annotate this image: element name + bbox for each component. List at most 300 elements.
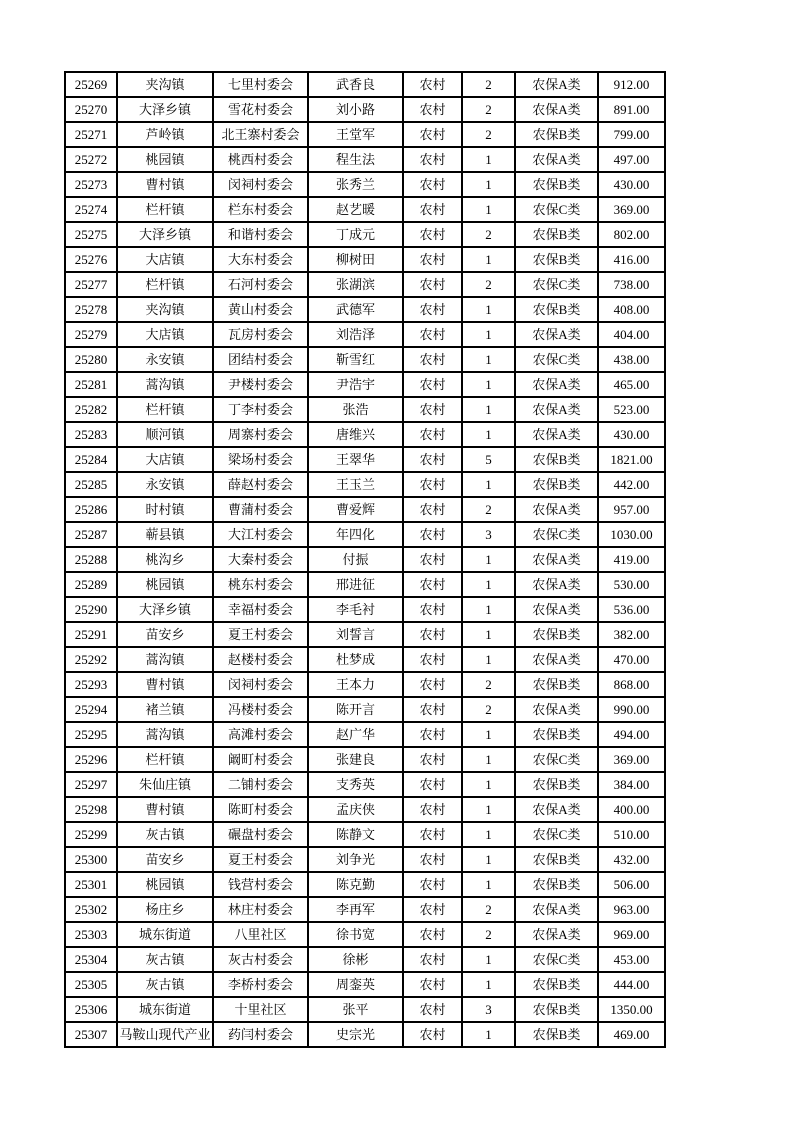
cell-village-committee: 北王寨村委会 [213, 122, 308, 147]
cell-person-name: 张湖滨 [308, 272, 403, 297]
cell-person-name: 张秀兰 [308, 172, 403, 197]
cell-village-committee: 闵祠村委会 [213, 672, 308, 697]
cell-village-committee: 幸福村委会 [213, 597, 308, 622]
table-row [65, 272, 665, 297]
cell-village-committee: 陈町村委会 [213, 797, 308, 822]
cell-insurance-category: 农保A类 [515, 372, 598, 397]
cell-record-id: 25272 [65, 147, 117, 172]
cell-residence-type: 农村 [403, 347, 462, 372]
cell-amount: 957.00 [598, 497, 665, 522]
cell-record-id: 25292 [65, 647, 117, 672]
table-row [65, 822, 665, 847]
cell-town: 桃园镇 [117, 147, 213, 172]
cell-person-name: 刘小路 [308, 97, 403, 122]
cell-insurance-category: 农保A类 [515, 697, 598, 722]
cell-town: 蒿沟镇 [117, 647, 213, 672]
cell-town: 大泽乡镇 [117, 597, 213, 622]
cell-person-count: 1 [462, 322, 515, 347]
cell-amount: 506.00 [598, 872, 665, 897]
table-row [65, 747, 665, 772]
table-row [65, 1022, 665, 1047]
cell-record-id: 25276 [65, 247, 117, 272]
cell-insurance-category: 农保A类 [515, 547, 598, 572]
cell-village-committee: 阚町村委会 [213, 747, 308, 772]
cell-residence-type: 农村 [403, 172, 462, 197]
cell-amount: 419.00 [598, 547, 665, 572]
cell-person-name: 程生法 [308, 147, 403, 172]
cell-person-count: 1 [462, 172, 515, 197]
cell-village-committee: 冯楼村委会 [213, 697, 308, 722]
cell-amount: 408.00 [598, 297, 665, 322]
cell-record-id: 25291 [65, 622, 117, 647]
cell-town: 桃园镇 [117, 872, 213, 897]
cell-person-name: 刘誓言 [308, 622, 403, 647]
cell-insurance-category: 农保B类 [515, 222, 598, 247]
cell-town: 苗安乡 [117, 847, 213, 872]
cell-insurance-category: 农保A类 [515, 72, 598, 97]
table-row [65, 547, 665, 572]
cell-insurance-category: 农保B类 [515, 672, 598, 697]
cell-town: 苗安乡 [117, 622, 213, 647]
cell-town: 褚兰镇 [117, 697, 213, 722]
cell-insurance-category: 农保B类 [515, 297, 598, 322]
cell-town: 朱仙庄镇 [117, 772, 213, 797]
table-row [65, 622, 665, 647]
cell-person-name: 曹爱辉 [308, 497, 403, 522]
cell-residence-type: 农村 [403, 197, 462, 222]
cell-person-name: 赵艺暖 [308, 197, 403, 222]
cell-amount: 963.00 [598, 897, 665, 922]
cell-village-committee: 闵祠村委会 [213, 172, 308, 197]
cell-village-committee: 八里社区 [213, 922, 308, 947]
table-row [65, 647, 665, 672]
cell-residence-type: 农村 [403, 847, 462, 872]
table-row [65, 497, 665, 522]
cell-amount: 469.00 [598, 1022, 665, 1047]
cell-person-name: 周銮英 [308, 972, 403, 997]
cell-residence-type: 农村 [403, 597, 462, 622]
cell-residence-type: 农村 [403, 472, 462, 497]
table-row [65, 772, 665, 797]
cell-amount: 1350.00 [598, 997, 665, 1022]
cell-amount: 432.00 [598, 847, 665, 872]
cell-amount: 384.00 [598, 772, 665, 797]
cell-amount: 416.00 [598, 247, 665, 272]
cell-insurance-category: 农保A类 [515, 647, 598, 672]
cell-person-count: 1 [462, 347, 515, 372]
cell-residence-type: 农村 [403, 297, 462, 322]
cell-amount: 430.00 [598, 422, 665, 447]
cell-amount: 990.00 [598, 697, 665, 722]
cell-person-name: 王堂军 [308, 122, 403, 147]
cell-record-id: 25288 [65, 547, 117, 572]
records-table-body [65, 72, 665, 1047]
cell-residence-type: 农村 [403, 422, 462, 447]
cell-village-committee: 大东村委会 [213, 247, 308, 272]
table-row [65, 172, 665, 197]
cell-person-count: 1 [462, 372, 515, 397]
cell-person-name: 徐书宽 [308, 922, 403, 947]
cell-record-id: 25284 [65, 447, 117, 472]
cell-town: 永安镇 [117, 347, 213, 372]
cell-person-name: 王玉兰 [308, 472, 403, 497]
cell-town: 大泽乡镇 [117, 222, 213, 247]
table-row [65, 97, 665, 122]
cell-town: 大店镇 [117, 447, 213, 472]
cell-person-count: 1 [462, 647, 515, 672]
cell-insurance-category: 农保A类 [515, 97, 598, 122]
cell-village-committee: 梁场村委会 [213, 447, 308, 472]
cell-person-name: 李再军 [308, 897, 403, 922]
cell-village-committee: 瓦房村委会 [213, 322, 308, 347]
cell-person-name: 徐彬 [308, 947, 403, 972]
cell-town: 栏杆镇 [117, 272, 213, 297]
table-row [65, 897, 665, 922]
cell-record-id: 25306 [65, 997, 117, 1022]
cell-person-name: 刘争光 [308, 847, 403, 872]
cell-person-name: 年四化 [308, 522, 403, 547]
cell-village-committee: 栏东村委会 [213, 197, 308, 222]
cell-insurance-category: 农保A类 [515, 922, 598, 947]
cell-village-committee: 林庄村委会 [213, 897, 308, 922]
cell-town: 曹村镇 [117, 797, 213, 822]
cell-person-name: 张浩 [308, 397, 403, 422]
cell-amount: 891.00 [598, 97, 665, 122]
cell-person-name: 付振 [308, 547, 403, 572]
cell-village-committee: 李桥村委会 [213, 972, 308, 997]
cell-person-name: 张建良 [308, 747, 403, 772]
cell-residence-type: 农村 [403, 397, 462, 422]
cell-village-committee: 桃西村委会 [213, 147, 308, 172]
cell-insurance-category: 农保C类 [515, 347, 598, 372]
cell-town: 曹村镇 [117, 172, 213, 197]
cell-person-count: 2 [462, 922, 515, 947]
cell-insurance-category: 农保B类 [515, 722, 598, 747]
cell-amount: 738.00 [598, 272, 665, 297]
cell-insurance-category: 农保B类 [515, 1022, 598, 1047]
cell-village-committee: 钱营村委会 [213, 872, 308, 897]
table-row [65, 472, 665, 497]
cell-amount: 510.00 [598, 822, 665, 847]
cell-town: 大店镇 [117, 322, 213, 347]
table-row [65, 947, 665, 972]
cell-town: 桃沟乡 [117, 547, 213, 572]
cell-village-committee: 高滩村委会 [213, 722, 308, 747]
table-row [65, 322, 665, 347]
cell-residence-type: 农村 [403, 1022, 462, 1047]
cell-insurance-category: 农保B类 [515, 997, 598, 1022]
table-row [65, 122, 665, 147]
cell-village-committee: 曹蒲村委会 [213, 497, 308, 522]
cell-village-committee: 赵楼村委会 [213, 647, 308, 672]
cell-amount: 444.00 [598, 972, 665, 997]
cell-person-count: 1 [462, 722, 515, 747]
cell-record-id: 25303 [65, 922, 117, 947]
cell-person-count: 2 [462, 272, 515, 297]
cell-residence-type: 农村 [403, 122, 462, 147]
cell-insurance-category: 农保A类 [515, 422, 598, 447]
cell-insurance-category: 农保C类 [515, 272, 598, 297]
cell-town: 城东街道 [117, 922, 213, 947]
cell-person-name: 陈克勤 [308, 872, 403, 897]
cell-person-count: 1 [462, 247, 515, 272]
cell-insurance-category: 农保C类 [515, 822, 598, 847]
cell-village-committee: 大江村委会 [213, 522, 308, 547]
cell-town: 曹村镇 [117, 672, 213, 697]
cell-residence-type: 农村 [403, 722, 462, 747]
cell-person-count: 3 [462, 997, 515, 1022]
cell-record-id: 25273 [65, 172, 117, 197]
cell-village-committee: 雪花村委会 [213, 97, 308, 122]
cell-residence-type: 农村 [403, 697, 462, 722]
table-row [65, 922, 665, 947]
cell-record-id: 25300 [65, 847, 117, 872]
cell-record-id: 25296 [65, 747, 117, 772]
table-row [65, 522, 665, 547]
table-row [65, 422, 665, 447]
cell-person-count: 1 [462, 822, 515, 847]
cell-residence-type: 农村 [403, 322, 462, 347]
cell-town: 蒿沟镇 [117, 722, 213, 747]
cell-residence-type: 农村 [403, 647, 462, 672]
cell-insurance-category: 农保B类 [515, 972, 598, 997]
cell-village-committee: 十里社区 [213, 997, 308, 1022]
cell-person-name: 邢进征 [308, 572, 403, 597]
cell-insurance-category: 农保C类 [515, 522, 598, 547]
cell-amount: 453.00 [598, 947, 665, 972]
cell-town: 顺河镇 [117, 422, 213, 447]
cell-record-id: 25269 [65, 72, 117, 97]
cell-person-name: 张平 [308, 997, 403, 1022]
cell-record-id: 25275 [65, 222, 117, 247]
cell-person-count: 1 [462, 772, 515, 797]
cell-residence-type: 农村 [403, 822, 462, 847]
cell-person-count: 2 [462, 122, 515, 147]
cell-person-count: 1 [462, 397, 515, 422]
cell-town: 夹沟镇 [117, 297, 213, 322]
cell-person-count: 2 [462, 672, 515, 697]
cell-residence-type: 农村 [403, 147, 462, 172]
table-row [65, 572, 665, 597]
cell-record-id: 25302 [65, 897, 117, 922]
cell-town: 栏杆镇 [117, 397, 213, 422]
cell-record-id: 25271 [65, 122, 117, 147]
cell-town: 永安镇 [117, 472, 213, 497]
cell-town: 夹沟镇 [117, 72, 213, 97]
cell-town: 栏杆镇 [117, 747, 213, 772]
cell-insurance-category: 农保B类 [515, 872, 598, 897]
cell-person-name: 赵广华 [308, 722, 403, 747]
table-row [65, 722, 665, 747]
cell-person-name: 王本力 [308, 672, 403, 697]
cell-person-count: 1 [462, 872, 515, 897]
table-row [65, 197, 665, 222]
cell-person-name: 支秀英 [308, 772, 403, 797]
cell-town: 蒿沟镇 [117, 372, 213, 397]
cell-person-count: 1 [462, 847, 515, 872]
cell-amount: 912.00 [598, 72, 665, 97]
cell-amount: 442.00 [598, 472, 665, 497]
cell-amount: 369.00 [598, 747, 665, 772]
cell-person-name: 唐维兴 [308, 422, 403, 447]
cell-village-committee: 黄山村委会 [213, 297, 308, 322]
cell-record-id: 25278 [65, 297, 117, 322]
table-row [65, 147, 665, 172]
cell-insurance-category: 农保B类 [515, 472, 598, 497]
cell-village-committee: 夏王村委会 [213, 622, 308, 647]
cell-amount: 1030.00 [598, 522, 665, 547]
cell-record-id: 25293 [65, 672, 117, 697]
cell-town: 杨庄乡 [117, 897, 213, 922]
cell-record-id: 25307 [65, 1022, 117, 1047]
cell-insurance-category: 农保B类 [515, 172, 598, 197]
cell-record-id: 25280 [65, 347, 117, 372]
cell-person-name: 杜梦成 [308, 647, 403, 672]
cell-residence-type: 农村 [403, 797, 462, 822]
cell-village-committee: 石河村委会 [213, 272, 308, 297]
cell-residence-type: 农村 [403, 522, 462, 547]
cell-person-count: 1 [462, 297, 515, 322]
cell-person-name: 陈开言 [308, 697, 403, 722]
cell-village-committee: 薛赵村委会 [213, 472, 308, 497]
cell-residence-type: 农村 [403, 772, 462, 797]
table-row [65, 372, 665, 397]
cell-person-count: 1 [462, 947, 515, 972]
cell-residence-type: 农村 [403, 922, 462, 947]
cell-person-count: 1 [462, 747, 515, 772]
cell-person-count: 2 [462, 697, 515, 722]
cell-insurance-category: 农保A类 [515, 322, 598, 347]
cell-town: 桃园镇 [117, 572, 213, 597]
cell-record-id: 25283 [65, 422, 117, 447]
cell-residence-type: 农村 [403, 747, 462, 772]
cell-amount: 465.00 [598, 372, 665, 397]
cell-record-id: 25305 [65, 972, 117, 997]
cell-insurance-category: 农保A类 [515, 397, 598, 422]
cell-village-committee: 尹楼村委会 [213, 372, 308, 397]
cell-person-name: 武香良 [308, 72, 403, 97]
cell-village-committee: 和谐村委会 [213, 222, 308, 247]
cell-amount: 523.00 [598, 397, 665, 422]
table-row [65, 797, 665, 822]
table-row [65, 347, 665, 372]
cell-residence-type: 农村 [403, 222, 462, 247]
table-row [65, 997, 665, 1022]
cell-amount: 802.00 [598, 222, 665, 247]
cell-person-name: 武德军 [308, 297, 403, 322]
cell-record-id: 25295 [65, 722, 117, 747]
cell-residence-type: 农村 [403, 997, 462, 1022]
cell-person-name: 李毛衬 [308, 597, 403, 622]
cell-record-id: 25304 [65, 947, 117, 972]
cell-amount: 536.00 [598, 597, 665, 622]
cell-town: 芦岭镇 [117, 122, 213, 147]
cell-record-id: 25270 [65, 97, 117, 122]
cell-village-committee: 七里村委会 [213, 72, 308, 97]
table-row [65, 447, 665, 472]
cell-town: 灰古镇 [117, 947, 213, 972]
table-row [65, 247, 665, 272]
cell-person-name: 靳雪红 [308, 347, 403, 372]
cell-record-id: 25297 [65, 772, 117, 797]
cell-village-committee: 灰古村委会 [213, 947, 308, 972]
cell-person-count: 1 [462, 147, 515, 172]
cell-amount: 1821.00 [598, 447, 665, 472]
cell-town: 时村镇 [117, 497, 213, 522]
table-row [65, 222, 665, 247]
cell-residence-type: 农村 [403, 547, 462, 572]
cell-town: 马鞍山现代产业 [117, 1022, 213, 1047]
cell-residence-type: 农村 [403, 872, 462, 897]
cell-insurance-category: 农保C类 [515, 947, 598, 972]
cell-town: 大泽乡镇 [117, 97, 213, 122]
cell-village-committee: 碾盘村委会 [213, 822, 308, 847]
cell-amount: 868.00 [598, 672, 665, 697]
cell-residence-type: 农村 [403, 72, 462, 97]
cell-amount: 969.00 [598, 922, 665, 947]
cell-person-name: 孟庆侠 [308, 797, 403, 822]
table-row [65, 847, 665, 872]
cell-residence-type: 农村 [403, 272, 462, 297]
cell-record-id: 25281 [65, 372, 117, 397]
cell-person-name: 陈静文 [308, 822, 403, 847]
cell-amount: 369.00 [598, 197, 665, 222]
cell-village-committee: 周寨村委会 [213, 422, 308, 447]
cell-residence-type: 农村 [403, 497, 462, 522]
cell-record-id: 25298 [65, 797, 117, 822]
cell-amount: 530.00 [598, 572, 665, 597]
cell-person-count: 1 [462, 547, 515, 572]
cell-record-id: 25282 [65, 397, 117, 422]
table-row [65, 972, 665, 997]
cell-record-id: 25287 [65, 522, 117, 547]
cell-person-count: 1 [462, 1022, 515, 1047]
cell-person-count: 1 [462, 622, 515, 647]
cell-amount: 497.00 [598, 147, 665, 172]
table-row [65, 672, 665, 697]
cell-insurance-category: 农保A类 [515, 572, 598, 597]
cell-insurance-category: 农保B类 [515, 122, 598, 147]
cell-record-id: 25289 [65, 572, 117, 597]
cell-town: 栏杆镇 [117, 197, 213, 222]
table-row [65, 872, 665, 897]
cell-residence-type: 农村 [403, 897, 462, 922]
cell-town: 城东街道 [117, 997, 213, 1022]
cell-person-count: 2 [462, 897, 515, 922]
cell-town: 大店镇 [117, 247, 213, 272]
cell-record-id: 25301 [65, 872, 117, 897]
cell-amount: 438.00 [598, 347, 665, 372]
cell-record-id: 25286 [65, 497, 117, 522]
cell-insurance-category: 农保A类 [515, 897, 598, 922]
cell-insurance-category: 农保A类 [515, 597, 598, 622]
cell-person-count: 1 [462, 797, 515, 822]
cell-residence-type: 农村 [403, 622, 462, 647]
cell-amount: 400.00 [598, 797, 665, 822]
cell-person-name: 柳树田 [308, 247, 403, 272]
cell-residence-type: 农村 [403, 972, 462, 997]
cell-village-committee: 丁李村委会 [213, 397, 308, 422]
cell-amount: 494.00 [598, 722, 665, 747]
cell-record-id: 25290 [65, 597, 117, 622]
cell-person-count: 2 [462, 497, 515, 522]
cell-residence-type: 农村 [403, 947, 462, 972]
cell-person-name: 刘浩泽 [308, 322, 403, 347]
cell-person-count: 1 [462, 972, 515, 997]
cell-village-committee: 夏王村委会 [213, 847, 308, 872]
table-row [65, 597, 665, 622]
cell-person-count: 1 [462, 472, 515, 497]
